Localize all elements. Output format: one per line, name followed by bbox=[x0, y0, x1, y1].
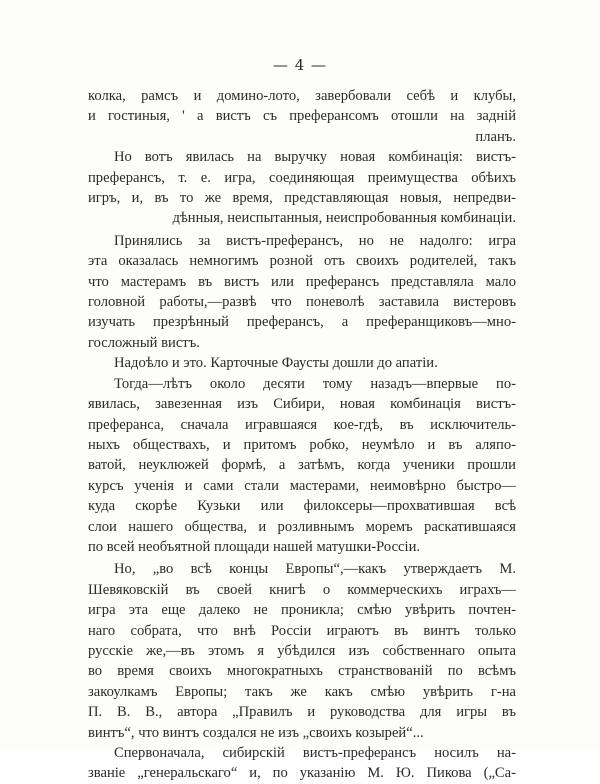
text-line: во время своихъ многократныхъ странствованій по всѣмъ bbox=[88, 663, 516, 680]
text-line: по всей необъятной площади нашей матушки-Россіи. bbox=[88, 538, 421, 555]
text-line: винтъ“, что винтъ создался не изъ „своихъ козырей“... bbox=[88, 724, 424, 741]
text-line: эта оказалась немногимъ розной отъ своихъ родителей, такъ bbox=[88, 253, 516, 270]
text-line: званіе „генеральскаго“ и, по указанію М. Ю. Пикова („Са- bbox=[88, 765, 516, 782]
text-line: Надоѣло и это. Карточные Фаусты дошли до апатіи. bbox=[114, 355, 438, 372]
text-line: П. В. В., автора „Правилъ и руководства для игры въ bbox=[88, 704, 516, 721]
text-line: ватой, неуклюжей формѣ, а затѣмъ, когда ученики прошли bbox=[88, 457, 516, 474]
text-line: наго собрата, что внѣ Россіи играютъ въ винтъ только bbox=[88, 622, 516, 639]
page-number: — 4 — bbox=[272, 56, 328, 74]
text-line: Но, „во всѣ концы Европы“,—какъ утверждаетъ М. bbox=[114, 561, 516, 578]
text-line: Но вотъ явилась на выручку новая комбинація: вистъ- bbox=[114, 149, 516, 166]
text-line: и гостиныя, ' а вистъ съ преферансомъ отошли на задній bbox=[88, 108, 516, 125]
text-line: что мастерамъ въ вистъ или преферансъ представляла мало bbox=[88, 273, 516, 290]
text-line: игръ, и, въ то же время, представляющая новыя, непредви- bbox=[88, 190, 516, 207]
text-line: Принялись за вистъ-преферансъ, но не надолго: игра bbox=[114, 232, 516, 249]
body-text bbox=[88, 86, 516, 784]
text-line: госложный вистъ. bbox=[88, 334, 200, 351]
text-line: курсъ ученія и сами стали мастерами, неимовѣрно быстро— bbox=[88, 477, 516, 494]
text-line: Спервоначала, сибирскій вистъ-преферансъ носилъ на- bbox=[114, 745, 516, 761]
text-line: Тогда—лѣтъ около десяти тому назадъ—впервые по- bbox=[114, 375, 516, 392]
text-line: ныхъ обществахъ, и притомъ робко, неумѣло и въ аляпо- bbox=[88, 436, 516, 453]
text-line: планъ. bbox=[475, 128, 516, 145]
text-line: явилась, завезенная изъ Сибири, новая комбинація вистъ- bbox=[88, 396, 516, 413]
text-line: изучать презрѣнный преферансъ, а преферанщиковъ—мно- bbox=[88, 314, 516, 331]
text-line: дѣнныя, неиспытанныя, неиспробованныя комбинаціи. bbox=[172, 210, 516, 227]
text-line: игра эта еще далеко не проникла; смѣю увѣрить почтен- bbox=[88, 602, 516, 619]
text-line: слои нашего общества, и розливнымъ моремъ раскатившаяся bbox=[88, 518, 516, 535]
text-line: закоулкамъ Европы; такъ же какъ смѣю увѣрить г-на bbox=[88, 683, 516, 700]
text-line: головной работы,—развѣ что поневолѣ заставила вистеровъ bbox=[88, 294, 516, 311]
text-line: русскіе же,—въ этомъ я убѣдился изъ собственнаго опыта bbox=[88, 642, 516, 659]
text-line: преферанса, сначала игравшаяся кое-гдѣ, въ исключитель- bbox=[88, 416, 516, 433]
text-line: Шевяковскій въ своей книгѣ о коммерческихъ играхъ— bbox=[88, 581, 516, 598]
text-line: колка, рамсъ и домино-лото, завербовали себѣ и клубы, bbox=[88, 88, 516, 104]
text-line: преферансъ, т. е. игра, соединяющая преимущества обѣихъ bbox=[88, 169, 516, 186]
text-line: куда скорѣе Кузьки или филоксеры—прохватившая всѣ bbox=[88, 498, 516, 515]
